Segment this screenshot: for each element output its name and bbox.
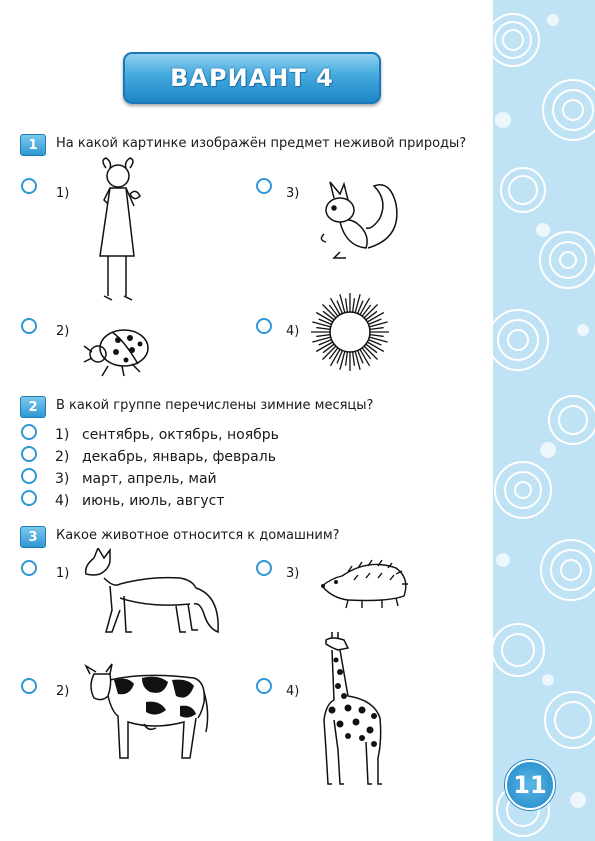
wolf-icon xyxy=(80,548,222,638)
sun-icon xyxy=(310,292,390,372)
question-2-text: В какой группе перечислены зимние месяцы? xyxy=(56,398,374,413)
q1-option-4-label: 4) xyxy=(286,324,300,339)
q1-option-3-radio[interactable] xyxy=(256,178,272,194)
hedgehog-icon xyxy=(318,556,410,612)
q3-option-4-radio[interactable] xyxy=(256,678,272,694)
q1-option-3-label: 3) xyxy=(286,186,300,201)
q1-option-1-radio[interactable] xyxy=(21,178,37,194)
page-number: 11 xyxy=(505,760,555,810)
decorative-side-strip xyxy=(493,0,595,841)
giraffe-icon xyxy=(318,630,390,790)
q2-option-1-text: сентябрь, октябрь, ноябрь xyxy=(82,427,279,443)
q1-option-4-radio[interactable] xyxy=(256,318,272,334)
girl-icon xyxy=(88,156,148,312)
q2-option-1-radio[interactable] xyxy=(21,424,37,440)
q2-option-4-radio[interactable] xyxy=(21,490,37,506)
q3-option-1-radio[interactable] xyxy=(21,560,37,576)
question-3-number: 3 xyxy=(20,526,46,548)
q2-option-2-num: 2) xyxy=(55,449,70,465)
variant-banner xyxy=(123,52,381,104)
question-1-text: На какой картинке изображён предмет неживой природы? xyxy=(56,136,467,151)
q3-option-4-label: 4) xyxy=(286,684,300,699)
question-2-number: 2 xyxy=(20,396,46,418)
q1-option-2-label: 2) xyxy=(56,324,70,339)
squirrel-icon xyxy=(310,178,402,260)
variant-title: ВАРИАНТ 4 xyxy=(170,64,334,92)
q2-option-1-num: 1) xyxy=(55,427,70,443)
question-1-number: 1 xyxy=(20,134,46,156)
q2-option-3-radio[interactable] xyxy=(21,468,37,484)
q2-option-4-num: 4) xyxy=(55,493,70,509)
question-3-text: Какое животное относится к домашним? xyxy=(56,528,340,543)
q3-option-1-label: 1) xyxy=(56,566,70,581)
cow-icon xyxy=(84,662,212,766)
q3-option-3-label: 3) xyxy=(286,566,300,581)
q2-option-2-radio[interactable] xyxy=(21,446,37,462)
q1-option-2-radio[interactable] xyxy=(21,318,37,334)
q3-option-2-radio[interactable] xyxy=(21,678,37,694)
q2-option-2-text: декабрь, январь, февраль xyxy=(82,449,276,465)
q2-option-3-num: 3) xyxy=(55,471,70,487)
q2-option-4-text: июнь, июль, август xyxy=(82,493,225,509)
ladybug-icon xyxy=(82,326,152,378)
q3-option-2-label: 2) xyxy=(56,684,70,699)
q2-option-3-text: март, апрель, май xyxy=(82,471,217,487)
q1-option-1-label: 1) xyxy=(56,186,70,201)
q3-option-3-radio[interactable] xyxy=(256,560,272,576)
